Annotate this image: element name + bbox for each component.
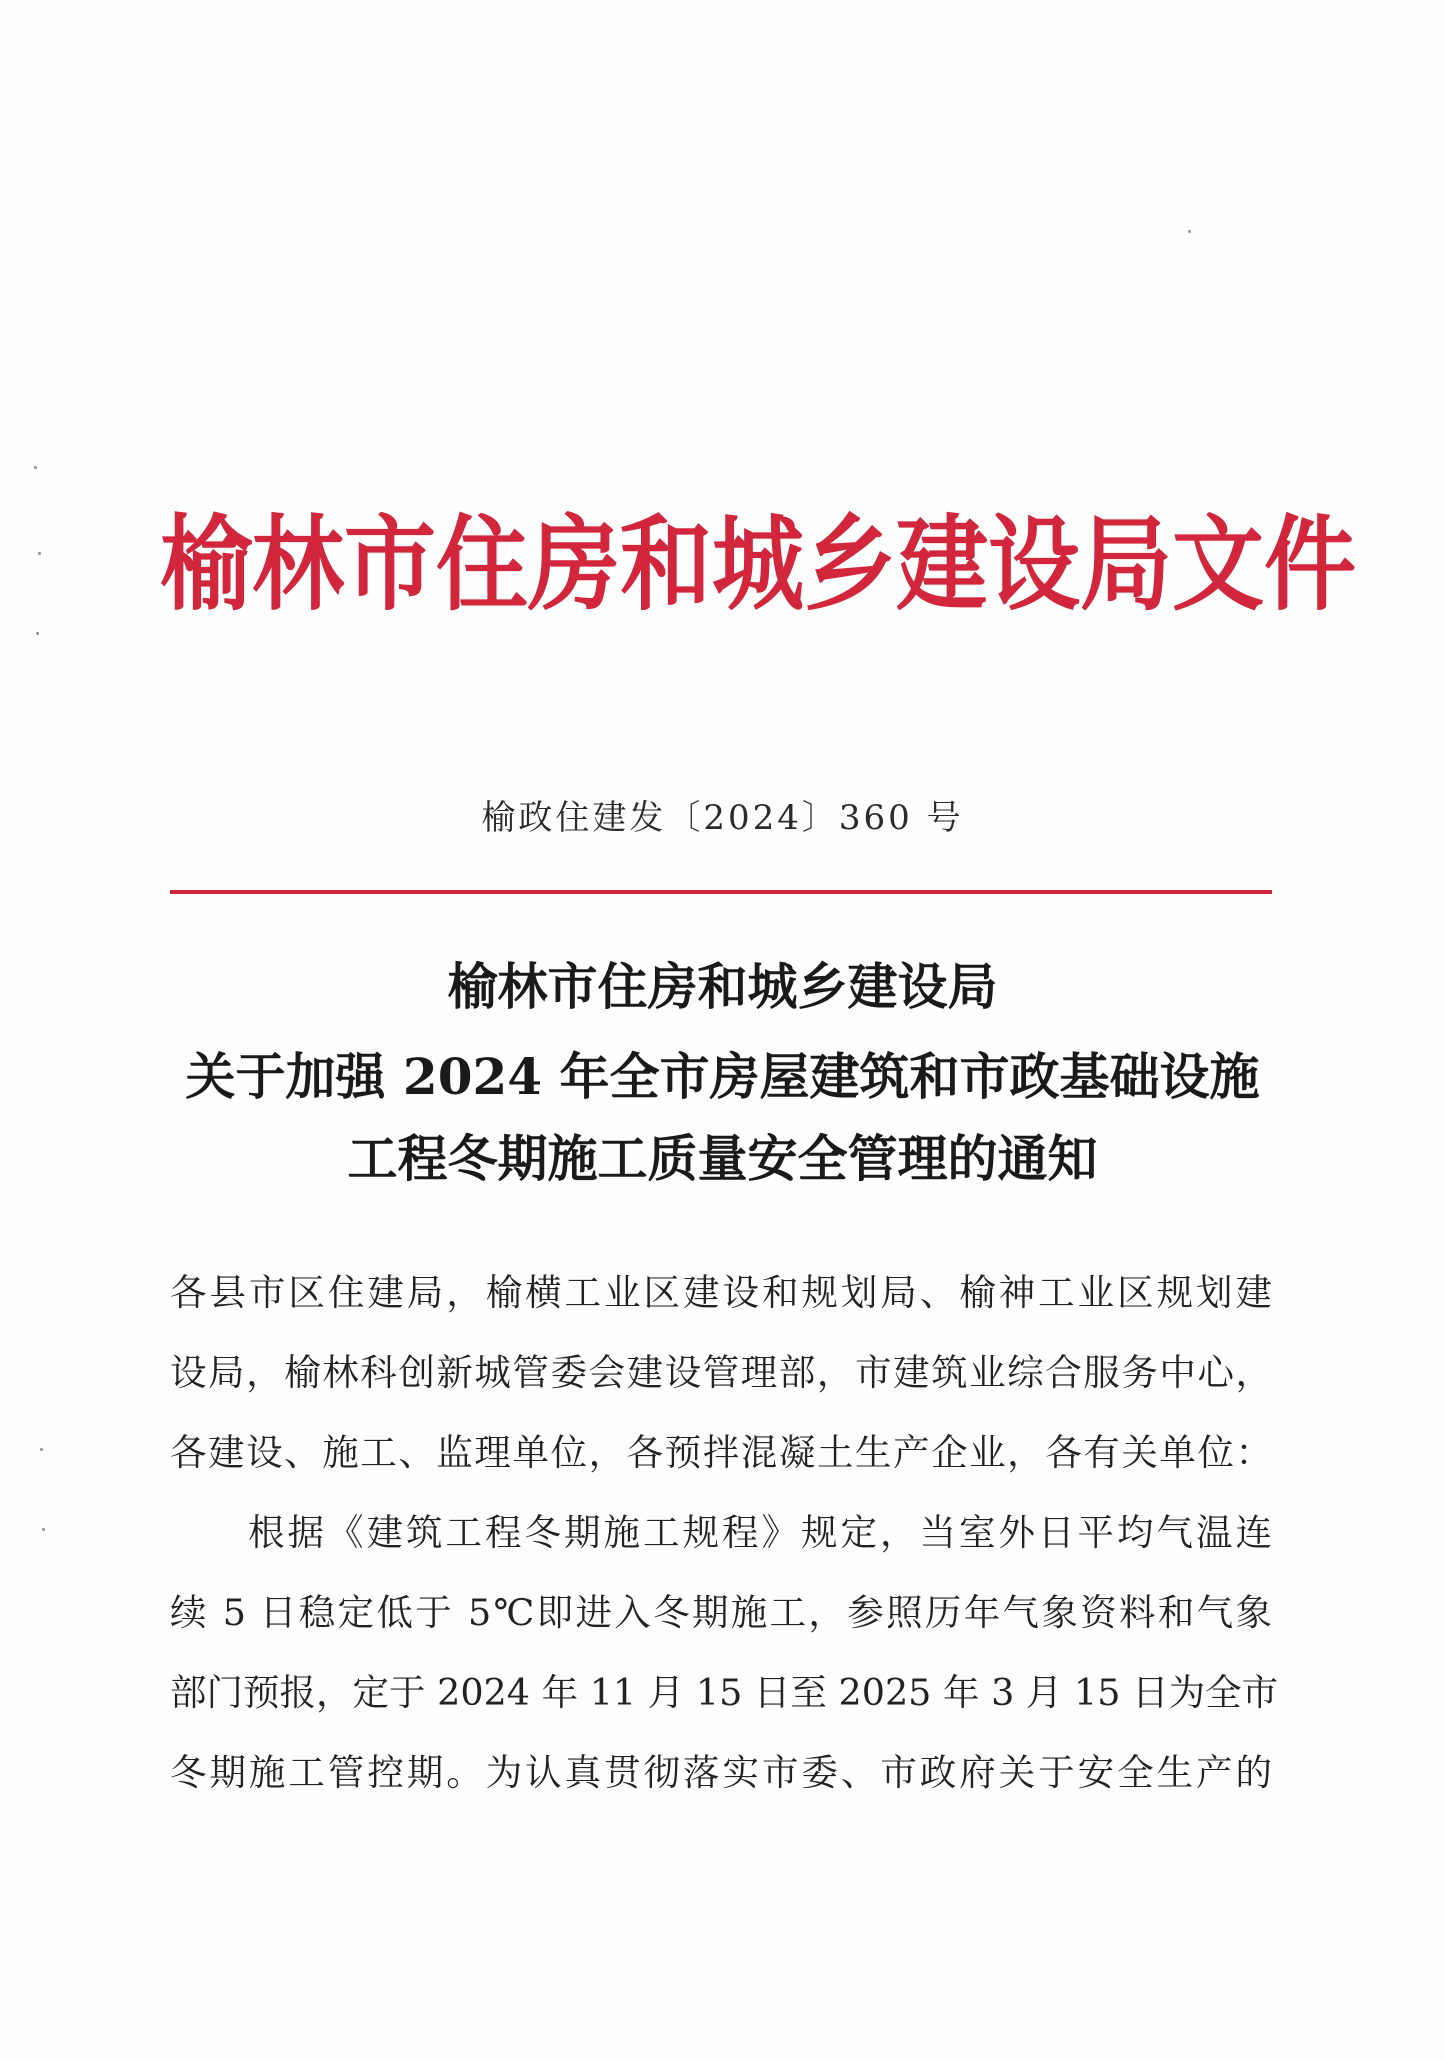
notice-title-line-3: 工程冬期施工质量安全管理的通知	[347, 1129, 1098, 1188]
scan-speck	[38, 552, 41, 555]
scan-speck	[36, 632, 39, 635]
addressee-line: 设局，榆林科创新城管委会建设管理部，市建筑业综合服务中心，	[170, 1351, 1272, 1394]
addressee-line: 各县市区住建局，榆横工业区建设和规划局、榆神工业区规划建	[170, 1271, 1272, 1314]
paragraph-line: 冬期施工管控期。为认真贯彻落实市委、市政府关于安全生产的	[170, 1751, 1272, 1794]
scan-speck	[42, 1528, 45, 1531]
paragraph-line: 部门预报，定于 2024 年 11 月 15 日至 2025 年 3 月 15 日为全市	[170, 1671, 1279, 1714]
scan-speck	[40, 1448, 43, 1451]
scan-speck	[34, 466, 37, 469]
paragraph-line: 续 5 日稳定低于 5℃即进入冬期施工，参照历年气象资料和气象	[170, 1591, 1272, 1634]
red-divider-rule	[170, 890, 1272, 894]
masthead-title: 榆林市住房和城乡建设局文件	[160, 504, 1357, 625]
scan-speck	[1188, 230, 1191, 233]
notice-title-line-1: 榆林市住房和城乡建设局	[447, 957, 998, 1016]
addressee-line: 各建设、施工、监理单位，各预拌混凝土生产企业，各有关单位：	[170, 1431, 1272, 1474]
notice-title-line-2: 关于加强 2024 年全市房屋建筑和市政基础设施	[185, 1047, 1260, 1106]
paragraph-line: 根据《建筑工程冬期施工规程》规定，当室外日平均气温连	[248, 1511, 1272, 1554]
document-number: 榆政住建发〔2024〕360 号	[481, 798, 964, 838]
